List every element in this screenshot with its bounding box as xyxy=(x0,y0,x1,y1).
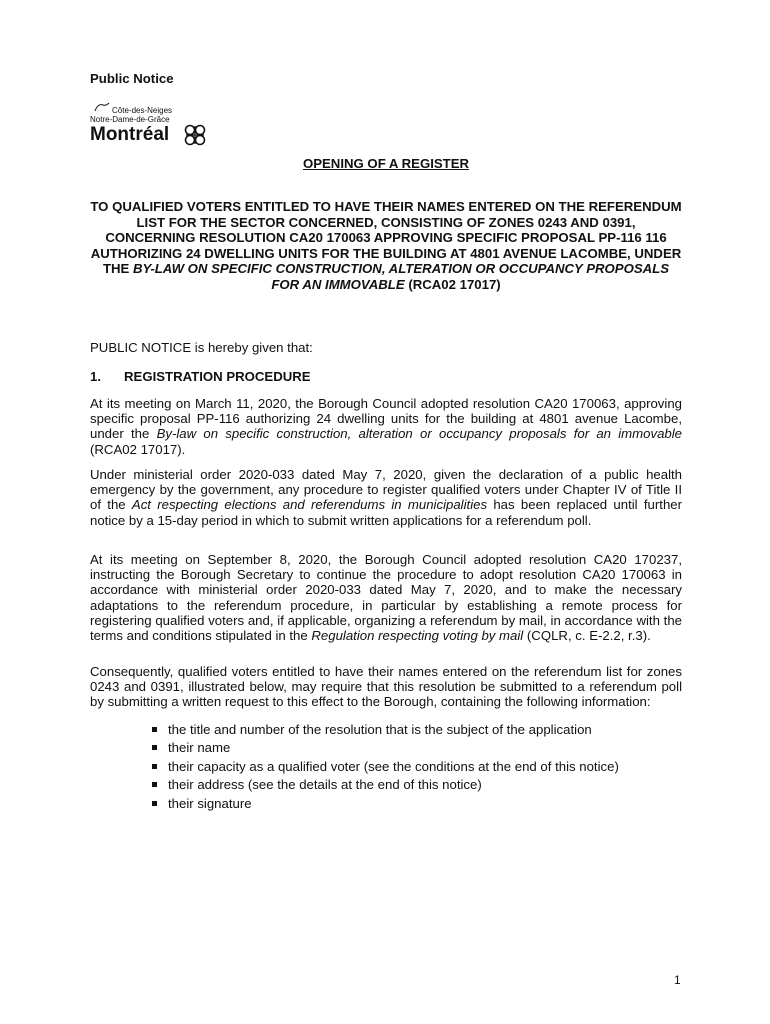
document-label: Public Notice xyxy=(90,71,174,86)
paragraph-3-end: (CQLR, c. E-2.2, r.3). xyxy=(523,628,651,644)
title-part2: (RCA02 17017) xyxy=(404,276,501,292)
paragraph-2-end: has been replaced until further notice by a 15-day period in which to submit written applications for a referendum poll. xyxy=(90,497,682,528)
paragraph-1-bylaw: By-law on specific construction, alteration or occupancy proposals for an immovable xyxy=(156,426,683,442)
notice-title xyxy=(90,199,682,292)
list-item: their signature xyxy=(150,796,682,811)
borough-emblem-icon xyxy=(94,102,110,112)
page-number: 1 xyxy=(674,973,681,987)
paragraph-1-text: At its meeting on March 11, 2020, the Borough Council adopted resolution CA20 170063, approving specific proposal PP-116 authorizing 24 dwelling units for the building at 4801 avenue Lacombe, under the xyxy=(90,396,682,442)
title-bylaw-name: BY-LAW ON SPECIFIC CONSTRUCTION, ALTERATION OR OCCUPANCY PROPOSALS FOR AN IMMOVABLE xyxy=(132,261,670,292)
required-information-list xyxy=(150,722,682,814)
paragraph-2 xyxy=(90,467,682,528)
logo-borough-line1: Côte-des-Neiges xyxy=(112,106,173,115)
intro-text: PUBLIC NOTICE is hereby given that: xyxy=(90,340,313,355)
section-title: REGISTRATION PROCEDURE xyxy=(124,369,311,384)
list-item: their address (see the details at the end of this notice) xyxy=(150,777,682,792)
paragraph-1 xyxy=(90,396,682,457)
paragraph-4-text: Consequently, qualified voters entitled to have their names entered on the referendum list for zones 0243 and 0391, illustrated below, may require that this resolution be submitted to a referendum poll by submitting a written request to this effect to the Borough, containing the following information: xyxy=(90,664,682,710)
paragraph-3 xyxy=(90,552,682,643)
paragraph-3-text: At its meeting on September 8, 2020, the Borough Council adopted resolution CA20 170237, instructing the Borough Secretary to continue the procedure to adopt resolution CA20 170063 in accordance with ministerial order 2020-033 dated May 7, 2020, and to make the necessary adaptations to the referendum procedure, in particular by establishing a remote process for registering qualified voters and, if applicable, organizing a referendum by mail, in accordance with the terms and conditions stipulated in the xyxy=(90,552,682,644)
notice-heading: OPENING OF A REGISTER xyxy=(302,156,470,171)
logo-city-name: Montréal xyxy=(90,124,170,145)
montreal-rosette-icon xyxy=(183,123,207,147)
paragraph-4 xyxy=(90,664,682,710)
section-number: 1. xyxy=(90,369,101,384)
list-item: their name xyxy=(150,740,682,755)
logo-borough-line2: Notre-Dame-de-Grâce xyxy=(90,115,170,124)
paragraph-2-text: Under ministerial order 2020-033 dated May 7, 2020, given the declaration of a public health emergency by the government, any procedure to register qualified voters under Chapter IV of Title II of the xyxy=(90,467,682,513)
borough-logo xyxy=(90,102,220,146)
section-heading xyxy=(90,369,682,384)
list-item: their capacity as a qualified voter (see the conditions at the end of this notice) xyxy=(150,759,682,774)
paragraph-3-regulation: Regulation respecting voting by mail xyxy=(311,628,524,644)
title-part1: TO QUALIFIED VOTERS ENTITLED TO HAVE THEIR NAMES ENTERED ON THE REFERENDUM LIST FOR THE SECTOR CONCERNED, CONSISTING OF ZONES 0243 AND 0391, CONCERNING RESOLUTION CA20 170063 APPROVING SPECIFIC PROPOSAL PP-116 116 AUTHORIZING 24 DWELLING UNITS FOR THE BUILDING AT 4801 AVENUE LACOMBE, UNDER THE xyxy=(90,199,682,276)
paragraph-2-act: Act respecting elections and referendums in municipalities xyxy=(131,497,488,513)
paragraph-1-end: (RCA02 17017). xyxy=(90,441,186,457)
list-item: the title and number of the resolution that is the subject of the application xyxy=(150,722,682,737)
